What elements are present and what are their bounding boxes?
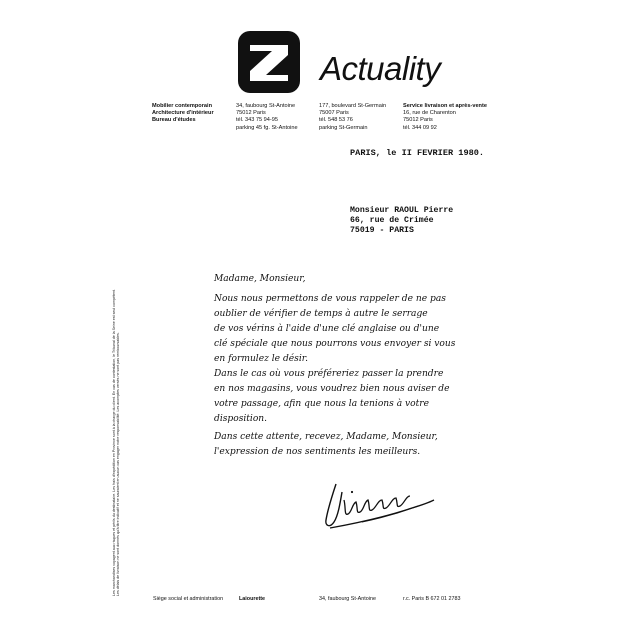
footer-rc: r.c. Paris B 672 01 2783: [403, 596, 461, 602]
body-line: en nos magasins, vous voudrez bien nous aviser de: [214, 384, 450, 394]
closing-line: Dans cette attente, recevez, Madame, Monsieur,: [214, 432, 438, 442]
recipient-address: Monsieur RAOUL Pierre 66, rue de Crimée 75019 - PARIS: [350, 206, 454, 236]
salutation: Madame, Monsieur,: [214, 274, 306, 284]
body-line: de vos vérins à l'aide d'une clé anglaise ou d'une: [214, 324, 440, 334]
body-line: oublier de vérifier de temps à autre le serrage: [214, 309, 428, 319]
closing-line: l'expression de nos sentiments les meilleurs.: [214, 447, 421, 457]
header-address-germain: 177, boulevard St-Germain 75007 Paris tél. 548 53 76 parking St-Germain: [319, 103, 387, 131]
footer-siege: Siège social et administration: [153, 596, 224, 602]
brand-logo-icon: [238, 31, 300, 93]
header-services: Mobilier contemporain Architecture d'intérieur Bureau d'études: [152, 103, 214, 124]
footer-address: 34, faubourg St-Antoine: [319, 596, 376, 602]
body-line: votre passage, afin que nous la tenions à votre: [214, 399, 430, 409]
brand-name: Actuality: [320, 50, 441, 87]
footer-company: Laiourette: [239, 596, 266, 602]
body-line: Dans le cas où vous préféreriez passer la prendre: [214, 369, 444, 379]
legal-notice-sidebar: Les marchandises voyagent aux risques et périls du destinataire. Les frais d'expédition en Province sont à la charge du client. En cas de contestation, le Tribunal de la Seine est seul compétent. Les délais de livraison ne sont donnés qu'à titre indicatif et ne sauraient en aucun cas engager notre responsabilité. Les acomptes versés ne sont pas remboursables.: [112, 289, 121, 596]
header-delivery-service: Service livraison et après-vente 16, rue de Charenton 75012 Paris tél. 344 09 92: [403, 103, 487, 131]
body-line: Nous nous permettons de vous rappeler de ne pas: [214, 294, 446, 304]
body-line: disposition.: [214, 414, 268, 424]
handwritten-signature-icon: [322, 478, 452, 534]
body-line: clé spéciale que nous pourrons vous envoyer si vous: [214, 339, 456, 349]
body-line: en formulez le désir.: [214, 354, 308, 364]
dateline: PARIS, le II FEVRIER 1980.: [350, 148, 485, 158]
header-address-antoine: 34, faubourg St-Antoine 75012 Paris tél. 343 75 94-95 parking 45 fg. St-Antoine: [236, 103, 298, 131]
